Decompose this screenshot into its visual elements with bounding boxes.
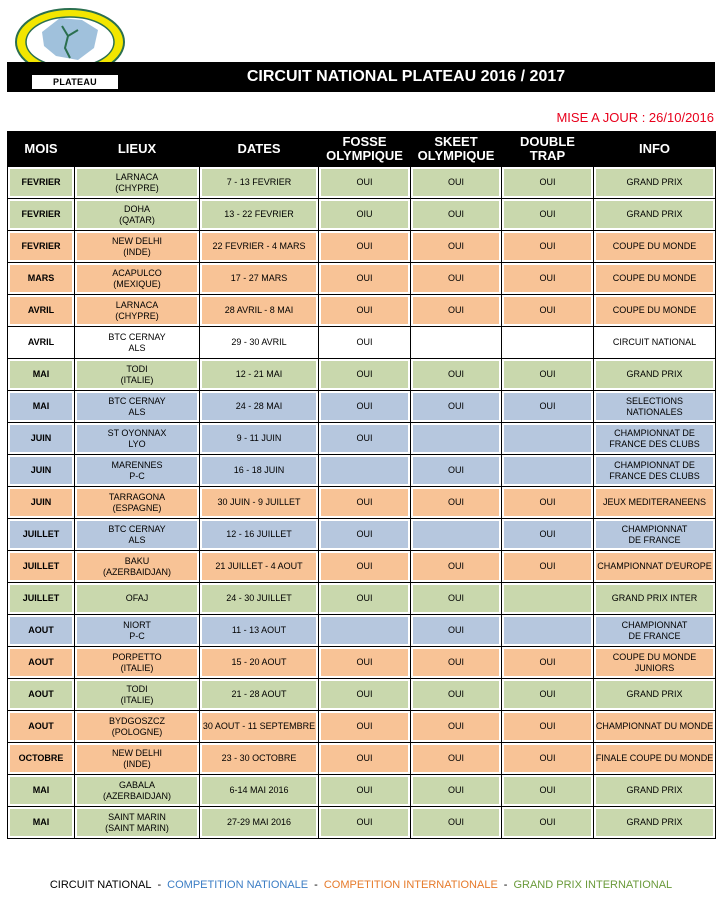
cell-mois: AOUT (8, 615, 75, 647)
cell-lieux: MARENNES P-C (75, 455, 200, 487)
legend-competition-internationale: COMPETITION INTERNATIONALE (323, 879, 498, 891)
legend-grand-prix: GRAND PRIX INTERNATIONAL (513, 879, 673, 891)
cell-lieux: BYDGOSZCZ (POLOGNE) (75, 711, 200, 743)
cell-lieux: GABALA (AZERBAIDJAN) (75, 775, 200, 807)
cell-lieux: OFAJ (75, 583, 200, 615)
cell-fosse: OUI (319, 167, 411, 199)
col-double-trap: DOUBLE TRAP (502, 132, 594, 167)
cell-mois: FEVRIER (8, 167, 75, 199)
update-date: MISE A JOUR : 26/10/2016 (556, 110, 714, 125)
cell-skeet: OUI (411, 647, 502, 679)
cell-info: CHAMPIONNAT DE FRANCE DES CLUBS (594, 455, 716, 487)
cell-fosse: OUI (319, 551, 411, 583)
cell-lieux: BTC CERNAY ALS (75, 327, 200, 359)
cell-skeet: OUI (411, 263, 502, 295)
cell-double-trap: OUI (502, 647, 594, 679)
table-row (8, 487, 716, 519)
cell-double-trap: OUI (502, 743, 594, 775)
cell-fosse: OUI (319, 391, 411, 423)
cell-mois: JUIN (8, 455, 75, 487)
cell-skeet: OUI (411, 743, 502, 775)
table-row (8, 551, 716, 583)
cell-dates: 22 FEVRIER - 4 MARS (200, 231, 319, 263)
cell-dates: 6-14 MAI 2016 (200, 775, 319, 807)
cell-double-trap: OUI (502, 199, 594, 231)
table-row (8, 583, 716, 615)
cell-info: SELECTIONS NATIONALES (594, 391, 716, 423)
cell-skeet: OUI (411, 455, 502, 487)
cell-mois: MAI (8, 807, 75, 839)
cell-mois: MAI (8, 775, 75, 807)
cell-mois: AVRIL (8, 327, 75, 359)
cell-dates: 7 - 13 FEVRIER (200, 167, 319, 199)
cell-dates: 24 - 28 MAI (200, 391, 319, 423)
col-mois: MOIS (8, 132, 75, 167)
cell-mois: MAI (8, 391, 75, 423)
table-header-row (8, 132, 716, 167)
cell-lieux: TODI (ITALIE) (75, 679, 200, 711)
cell-dates: 12 - 16 JUILLET (200, 519, 319, 551)
cell-mois: AOUT (8, 647, 75, 679)
cell-skeet: OUI (411, 551, 502, 583)
cell-info: CHAMPIONNAT DU MONDE (594, 711, 716, 743)
legend-competition-nationale: COMPETITION NATIONALE (167, 879, 309, 891)
table-row (8, 743, 716, 775)
cell-lieux: BAKU (AZERBAIDJAN) (75, 551, 200, 583)
legend-separator: - (503, 879, 508, 891)
cell-lieux: NEW DELHI (INDE) (75, 231, 200, 263)
cell-lieux: LARNACA (CHYPRE) (75, 167, 200, 199)
cell-skeet: OUI (411, 167, 502, 199)
table-row (8, 391, 716, 423)
cell-mois: FEVRIER (8, 199, 75, 231)
cell-double-trap: OUI (502, 775, 594, 807)
cell-fosse: OUI (319, 295, 411, 327)
cell-dates: 21 - 28 AOUT (200, 679, 319, 711)
cell-dates: 15 - 20 AOUT (200, 647, 319, 679)
cell-mois: AOUT (8, 711, 75, 743)
table-row (8, 423, 716, 455)
cell-fosse (319, 455, 411, 487)
cell-info: COUPE DU MONDE JUNIORS (594, 647, 716, 679)
cell-dates: 9 - 11 JUIN (200, 423, 319, 455)
cell-fosse: OUI (319, 583, 411, 615)
cell-skeet: OUI (411, 359, 502, 391)
table-row (8, 519, 716, 551)
cell-info: GRAND PRIX (594, 359, 716, 391)
col-fosse: FOSSE OLYMPIQUE (319, 132, 411, 167)
cell-info: GRAND PRIX (594, 679, 716, 711)
cell-double-trap (502, 327, 594, 359)
cell-info: GRAND PRIX INTER (594, 583, 716, 615)
table-row (8, 199, 716, 231)
cell-lieux: PORPETTO (ITALIE) (75, 647, 200, 679)
cell-double-trap: OUI (502, 487, 594, 519)
cell-skeet: OUI (411, 583, 502, 615)
cell-mois: OCTOBRE (8, 743, 75, 775)
cell-skeet (411, 519, 502, 551)
cell-info: COUPE DU MONDE (594, 231, 716, 263)
legend-separator: - (157, 879, 162, 891)
col-skeet: SKEET OLYMPIQUE (411, 132, 502, 167)
cell-double-trap: OUI (502, 263, 594, 295)
cell-lieux: BTC CERNAY ALS (75, 519, 200, 551)
cell-mois: MAI (8, 359, 75, 391)
cell-skeet: OUI (411, 199, 502, 231)
cell-lieux: NEW DELHI (INDE) (75, 743, 200, 775)
cell-lieux: BTC CERNAY ALS (75, 391, 200, 423)
cell-skeet: OUI (411, 615, 502, 647)
cell-double-trap: OUI (502, 807, 594, 839)
cell-mois: MARS (8, 263, 75, 295)
table-row (8, 167, 716, 199)
cell-lieux: NIORT P-C (75, 615, 200, 647)
cell-dates: 30 AOUT - 11 SEPTEMBRE (200, 711, 319, 743)
cell-dates: 12 - 21 MAI (200, 359, 319, 391)
cell-dates: 23 - 30 OCTOBRE (200, 743, 319, 775)
cell-lieux: SAINT MARIN (SAINT MARIN) (75, 807, 200, 839)
cell-skeet: OUI (411, 679, 502, 711)
table-row (8, 679, 716, 711)
cell-info: GRAND PRIX (594, 167, 716, 199)
cell-dates: 27-29 MAI 2016 (200, 807, 319, 839)
plateau-tag: PLATEAU (32, 75, 118, 89)
cell-mois: JUILLET (8, 519, 75, 551)
cell-double-trap: OUI (502, 519, 594, 551)
cell-info: CHAMPIONNAT D'EUROPE (594, 551, 716, 583)
table-row (8, 711, 716, 743)
cell-skeet (411, 327, 502, 359)
cell-double-trap (502, 455, 594, 487)
cell-mois: JUIN (8, 423, 75, 455)
table-row (8, 295, 716, 327)
table-row (8, 647, 716, 679)
cell-info: GRAND PRIX (594, 775, 716, 807)
table-row (8, 807, 716, 839)
cell-fosse: OUI (319, 519, 411, 551)
cell-dates: 17 - 27 MARS (200, 263, 319, 295)
cell-info: GRAND PRIX (594, 807, 716, 839)
cell-mois: AOUT (8, 679, 75, 711)
cell-fosse: OUI (319, 775, 411, 807)
cell-mois: JUILLET (8, 583, 75, 615)
cell-fosse: OUI (319, 359, 411, 391)
col-lieux: LIEUX (75, 132, 200, 167)
cell-skeet: OUI (411, 487, 502, 519)
page-title: CIRCUIT NATIONAL PLATEAU 2016 / 2017 (246, 68, 566, 85)
cell-dates: 30 JUIN - 9 JUILLET (200, 487, 319, 519)
cell-double-trap: OUI (502, 551, 594, 583)
cell-skeet: OUI (411, 807, 502, 839)
cell-info: CHAMPIONNAT DE FRANCE (594, 519, 716, 551)
cell-fosse: OUI (319, 711, 411, 743)
cell-skeet: OUI (411, 391, 502, 423)
col-dates: DATES (200, 132, 319, 167)
cell-fosse: OUI (319, 807, 411, 839)
cell-fosse: OUI (319, 423, 411, 455)
cell-fosse: OUI (319, 743, 411, 775)
cell-fosse: OUI (319, 679, 411, 711)
cell-double-trap (502, 423, 594, 455)
cell-double-trap: OUI (502, 231, 594, 263)
cell-dates: 29 - 30 AVRIL (200, 327, 319, 359)
cell-lieux: DOHA (QATAR) (75, 199, 200, 231)
legend-national: CIRCUIT NATIONAL (49, 879, 152, 891)
cell-info: CHAMPIONNAT DE FRANCE (594, 615, 716, 647)
table-row (8, 455, 716, 487)
table-row (8, 359, 716, 391)
cell-double-trap: OUI (502, 679, 594, 711)
table-row (8, 775, 716, 807)
cell-lieux: TARRAGONA (ESPAGNE) (75, 487, 200, 519)
cell-fosse: OUI (319, 231, 411, 263)
table-row (8, 231, 716, 263)
cell-info: COUPE DU MONDE (594, 295, 716, 327)
cell-dates: 28 AVRIL - 8 MAI (200, 295, 319, 327)
cell-skeet: OUI (411, 711, 502, 743)
cell-info: FINALE COUPE DU MONDE (594, 743, 716, 775)
cell-double-trap: OUI (502, 711, 594, 743)
cell-lieux: ACAPULCO (MEXIQUE) (75, 263, 200, 295)
cell-mois: FEVRIER (8, 231, 75, 263)
col-info: INFO (594, 132, 716, 167)
legend-separator: - (314, 879, 318, 891)
cell-info: JEUX MEDITERANEENS (594, 487, 716, 519)
cell-mois: JUILLET (8, 551, 75, 583)
cell-fosse: OUI (319, 263, 411, 295)
cell-double-trap: OUI (502, 391, 594, 423)
cell-info: GRAND PRIX (594, 199, 716, 231)
cell-fosse (319, 615, 411, 647)
cell-dates: 11 - 13 AOUT (200, 615, 319, 647)
cell-fosse: OUI (319, 487, 411, 519)
cell-dates: 24 - 30 JUILLET (200, 583, 319, 615)
table-row (8, 615, 716, 647)
cell-skeet: OUI (411, 775, 502, 807)
cell-skeet (411, 423, 502, 455)
table-row (8, 263, 716, 295)
cell-mois: JUIN (8, 487, 75, 519)
cell-fosse: OIU (319, 199, 411, 231)
cell-skeet: OUI (411, 295, 502, 327)
cell-dates: 16 - 18 JUIN (200, 455, 319, 487)
table-row (8, 327, 716, 359)
cell-double-trap: OUI (502, 167, 594, 199)
cell-double-trap (502, 583, 594, 615)
cell-double-trap: OUI (502, 295, 594, 327)
cell-info: CHAMPIONNAT DE FRANCE DES CLUBS (594, 423, 716, 455)
cell-info: COUPE DU MONDE (594, 263, 716, 295)
cell-lieux: LARNACA (CHYPRE) (75, 295, 200, 327)
cell-dates: 13 - 22 FEVRIER (200, 199, 319, 231)
cell-fosse: OUI (319, 647, 411, 679)
cell-lieux: ST OYONNAX LYO (75, 423, 200, 455)
legend (0, 879, 722, 891)
cell-mois: AVRIL (8, 295, 75, 327)
cell-double-trap (502, 615, 594, 647)
cell-info: CIRCUIT NATIONAL (594, 327, 716, 359)
calendar-table (7, 131, 716, 839)
cell-fosse: OUI (319, 327, 411, 359)
cell-double-trap: OUI (502, 359, 594, 391)
cell-lieux: TODI (ITALIE) (75, 359, 200, 391)
cell-skeet: OUI (411, 231, 502, 263)
cell-dates: 21 JUILLET - 4 AOUT (200, 551, 319, 583)
